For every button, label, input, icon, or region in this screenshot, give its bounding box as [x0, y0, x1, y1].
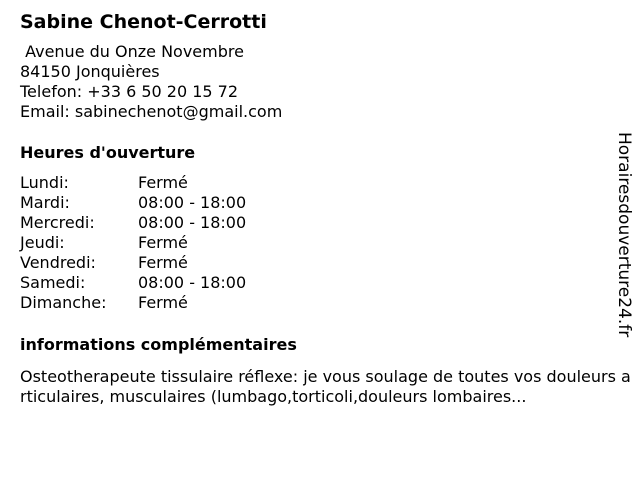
hours-row-dimanche [20, 293, 632, 313]
phone-line: Telefon: +33 6 50 20 15 72 [20, 82, 239, 101]
hours-day: Jeudi: [20, 233, 65, 252]
hours-time: 08:00 - 18:00 [138, 273, 247, 292]
hours-day: Dimanche: [20, 293, 107, 312]
hours-time: 08:00 - 18:00 [138, 213, 247, 232]
site-watermark: Horairesdouverture24.fr [614, 132, 634, 338]
hours-day: Mardi: [20, 193, 70, 212]
email-line: Email: sabinechenot@gmail.com [20, 102, 283, 121]
hours-title: Heures d'ouverture [20, 143, 196, 162]
business-name: Sabine Chenot-Cerrotti [20, 11, 267, 33]
hours-row-mercredi [20, 213, 632, 233]
address-line-1: Avenue du Onze Novembre [20, 42, 244, 61]
hours-time: Fermé [138, 233, 188, 252]
hours-list [20, 173, 632, 313]
hours-time: Fermé [138, 173, 188, 192]
address-line-2: 84150 Jonquières [20, 62, 160, 81]
hours-time: 08:00 - 18:00 [138, 193, 247, 212]
hours-row-jeudi [20, 233, 632, 253]
business-card [20, 10, 632, 407]
info-text: Osteotherapeute tissulaire réflexe: je vous soulage de toutes vos douleurs articulaires, musculaires (lumbago,torticoli,douleurs lombaires... [20, 367, 631, 406]
hours-row-vendredi [20, 253, 632, 273]
hours-row-samedi [20, 273, 632, 293]
hours-day: Vendredi: [20, 253, 96, 272]
hours-row-lundi [20, 173, 632, 193]
hours-day: Lundi: [20, 173, 69, 192]
hours-day: Samedi: [20, 273, 86, 292]
info-title: informations complémentaires [20, 335, 297, 354]
hours-time: Fermé [138, 293, 188, 312]
hours-time: Fermé [138, 253, 188, 272]
hours-day: Mercredi: [20, 213, 95, 232]
hours-row-mardi [20, 193, 632, 213]
